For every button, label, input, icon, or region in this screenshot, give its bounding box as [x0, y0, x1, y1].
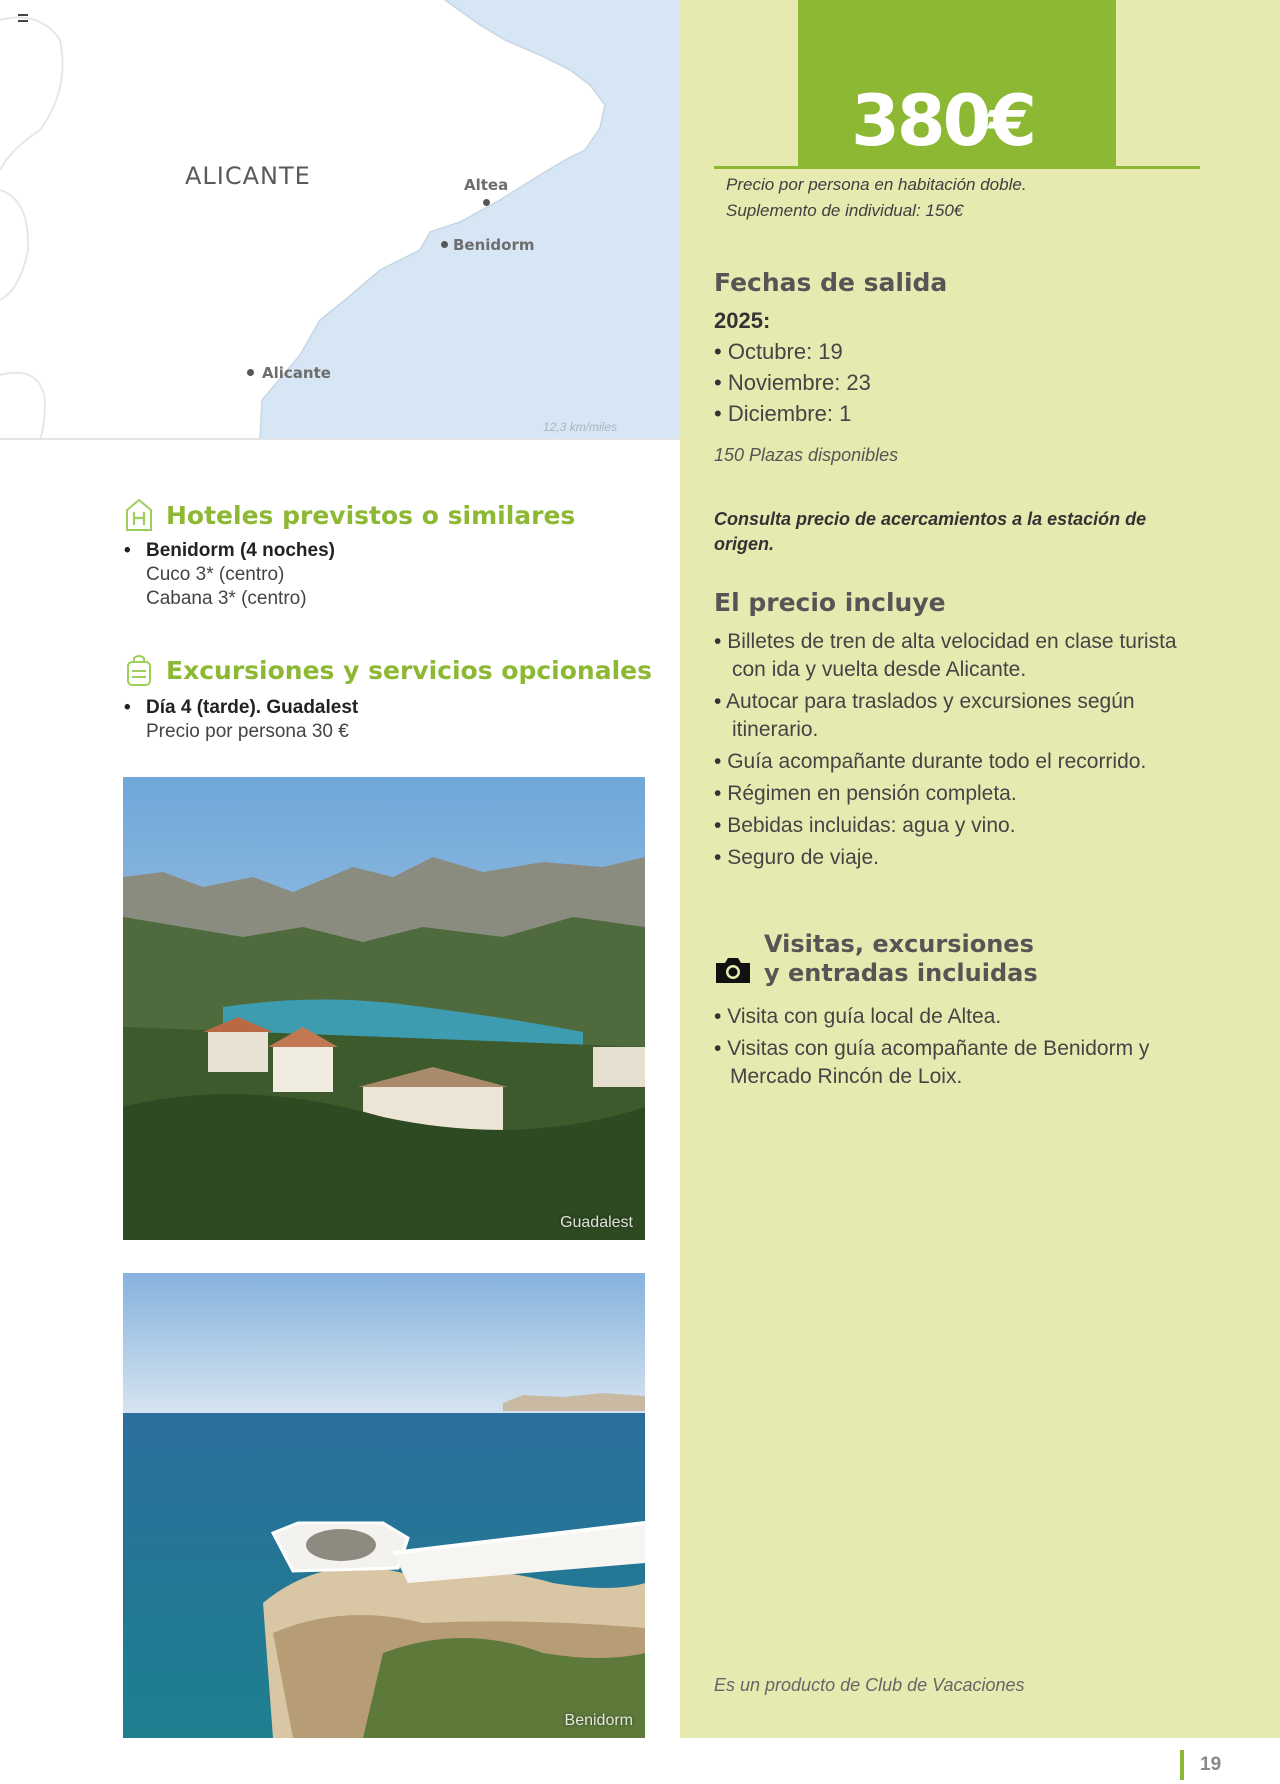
- hotel-city: • Benidorm (4 noches): [124, 539, 644, 563]
- date-item: • Diciembre: 1: [714, 398, 871, 429]
- camera-icon: [714, 955, 752, 985]
- price-note: [726, 172, 1206, 224]
- photo-guadalest: [123, 777, 645, 1240]
- heading-visitas-line1: Visitas, excursiones: [764, 930, 1034, 958]
- heading-hoteles: Hoteles previstos o similares: [166, 501, 576, 530]
- date-list: [714, 336, 871, 429]
- heading-visitas-line2: y entradas incluidas: [764, 959, 1038, 987]
- price-note-line2: Suplemento de individual: 150€: [726, 201, 964, 220]
- visitas-list: [714, 1003, 1234, 1095]
- plazas-label: 150 Plazas disponibles: [714, 445, 899, 465]
- incluye-item: • Bebidas incluidas: agua y vino.: [714, 812, 1214, 840]
- excursion-item: • Día 4 (tarde). Guadalest: [124, 696, 644, 720]
- backpack-icon: [124, 653, 154, 687]
- incluye-list: [714, 628, 1214, 876]
- incluye-item: • Régimen en pensión completa.: [714, 780, 1214, 808]
- map-region-label: ALICANTE: [185, 162, 311, 190]
- town-label-alicante: Alicante: [262, 364, 331, 382]
- hotel-item: Cabana 3* (centro): [146, 588, 307, 609]
- map: [0, 0, 680, 440]
- photo-benidorm: [123, 1273, 645, 1738]
- page-number: 19: [1200, 1754, 1222, 1775]
- price-box: [798, 0, 1116, 166]
- map-divider: [0, 438, 680, 440]
- producto-note: Es un producto de Club de Vacaciones: [714, 1675, 1025, 1695]
- menu-icon[interactable]: [18, 14, 28, 22]
- town-label-benidorm: Benidorm: [453, 236, 535, 254]
- photo-benidorm-image: [123, 1273, 645, 1738]
- excursiones-list: [124, 696, 644, 744]
- year-label: 2025:: [714, 308, 771, 333]
- hotel-icon: [124, 498, 154, 532]
- photo-guadalest-image: [123, 777, 645, 1240]
- map-scale-label: 12,3 km/miles: [543, 420, 618, 434]
- incluye-item: • Autocar para traslados y excursiones según itinerario.: [714, 688, 1214, 744]
- town-dot-alicante: [247, 369, 254, 376]
- heading-excursiones: Excursiones y servicios opcionales: [166, 656, 652, 685]
- date-item: • Noviembre: 23: [714, 367, 871, 398]
- photo-guadalest-caption: Guadalest: [560, 1214, 633, 1231]
- map-graphic: [0, 0, 680, 440]
- incluye-item: • Guía acompañante durante todo el recorrido.: [714, 748, 1214, 776]
- heading-incluye: El precio incluye: [714, 588, 946, 617]
- consulta-note: Consulta precio de acercamientos a la estación de origen.: [714, 509, 1147, 554]
- price-underline: [714, 166, 1200, 169]
- incluye-item: • Seguro de viaje.: [714, 844, 1214, 872]
- page-number-bar: [1180, 1750, 1184, 1780]
- town-dot-altea: [483, 199, 490, 206]
- hotel-item: Cuco 3* (centro): [146, 564, 285, 585]
- info-panel: [680, 0, 1280, 1738]
- excursion-price: Precio por persona 30 €: [146, 721, 349, 742]
- heading-visitas: [764, 930, 1038, 988]
- town-dot-benidorm: [441, 241, 448, 248]
- hoteles-list: [124, 539, 644, 611]
- visitas-item: • Visitas con guía acompañante de Benidorm y Mercado Rincón de Loix.: [714, 1035, 1234, 1091]
- visitas-item: • Visita con guía local de Altea.: [714, 1003, 1234, 1031]
- heading-fechas: Fechas de salida: [714, 268, 948, 297]
- date-item: • Octubre: 19: [714, 336, 871, 367]
- incluye-item: • Billetes de tren de alta velocidad en clase turista con ida y vuelta desde Alicante.: [714, 628, 1214, 684]
- price-amount: 380€: [851, 80, 1034, 162]
- price-note-line1: Precio por persona en habitación doble.: [726, 175, 1027, 194]
- town-label-altea: Altea: [464, 176, 509, 194]
- photo-benidorm-caption: Benidorm: [564, 1712, 633, 1729]
